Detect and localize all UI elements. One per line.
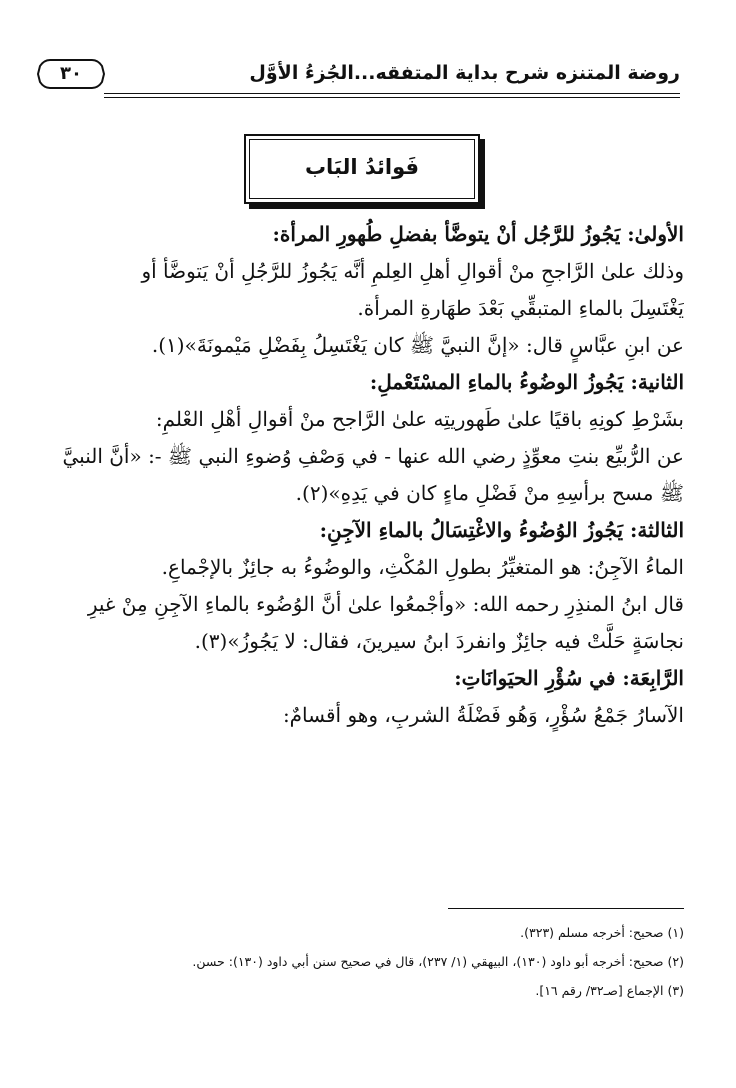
body-line: ﷺ مسح برأسِهِ منْ فَضْلِ ماءٍ كان في يَدِهِ»(٢). <box>295 481 684 505</box>
body-line: وذلك علىٰ الرَّاجحِ منْ أقوالِ أهلِ العِلمِ أنَّه يَجُوزُ للرَّجُلِ أنْ يَتوضَّأ أو <box>141 259 684 283</box>
body-line: يَغْتَسِلَ بالماءِ المتبقِّي بَعْدَ طهَارةِ المرأة. <box>357 296 684 320</box>
chapter-title-box <box>244 134 480 204</box>
footnote-item: (٢) صحيح: أخرجه أبو داود (١٣٠)، البيهقي (١/ ٢٣٧)، قال في صحيح سنن أبي داود (١٣٠): حسن. <box>192 954 684 969</box>
footnotes <box>48 918 684 1005</box>
chapter-title: فَوائدُ البَاب <box>304 155 420 179</box>
body-line: عن الرُّبيِّع بنتِ معوِّذٍ رضي الله عنها - في وَصْفِ وُضوءِ النبي ﷺ -: «أنَّ النبيَّ <box>62 444 684 468</box>
body-line: الآسارُ جَمْعُ سُؤْرٍ، وَهُو فَضْلَةُ الشربِ، وهو أقسامٌ: <box>282 703 684 727</box>
body-line: بشَرْطِ كونِهِ باقيًا علىٰ طَهوريتِه علىٰ الرَّاجح منْ أقوالِ أهْلِ العْلمِ: <box>155 407 684 431</box>
section-heading-line: الثالثة: يَجُوزُ الوُضُوءُ والاغْتِسَالُ بالماءِ الآجِنِ: <box>319 518 684 542</box>
page-number-badge <box>36 58 106 90</box>
body-line: قال ابنُ المنذِرِ رحمه الله: «وأجْمعُوا علىٰ أنَّ الوُضُوء بالماءِ الآجِنِ مِنْ غيرِ <box>87 592 684 616</box>
section-heading-line: الرَّابِعَة: في سُؤْرِ الحيَوانَاتِ: <box>454 666 684 690</box>
page-number: ٣٠ <box>60 63 82 84</box>
header-rule-thin <box>104 97 680 98</box>
body-line: نجاسَةٍ حَلَّتْ فيه جائِزٌ وانفردَ ابنُ سيرينَ، فقال: لا يَجُوزُ»(٣). <box>194 629 684 653</box>
footnote-item: (٣) الإجماع [صـ٣٢/ رقم ١٦]. <box>535 983 684 998</box>
page-header <box>36 54 680 96</box>
body-line: الماءُ الآجِنُ: هو المتغيِّرُ بطولِ المُكْثِ، والوضُوءُ به جائِزٌ بالإجْماعِ. <box>161 555 684 579</box>
body-text <box>48 216 684 734</box>
section-heading-line: الثانية: يَجُوزُ الوضُوءُ بالماءِ المسْتَعْملِ: <box>369 370 684 394</box>
running-title: روضة المتنزه شرح بداية المتفقه...الجُزءُ الأوَّل <box>249 62 680 84</box>
body-line: عن ابنِ عبَّاسٍ قال: «إنَّ النبيَّ ﷺ كان يَغْتَسِلُ بِفَضْلِ مَيْمونَةَ»(١). <box>151 333 684 357</box>
header-rule <box>104 93 680 94</box>
footnote-separator <box>448 908 684 909</box>
footnote-item: (١) صحيح: أخرجه مسلم (٣٢٣). <box>520 925 684 940</box>
section-heading-line: الأولىٰ: يَجُوزُ للرَّجُل أنْ يتوضَّأ بفضلِ طُهورِ المرأة: <box>272 222 684 246</box>
